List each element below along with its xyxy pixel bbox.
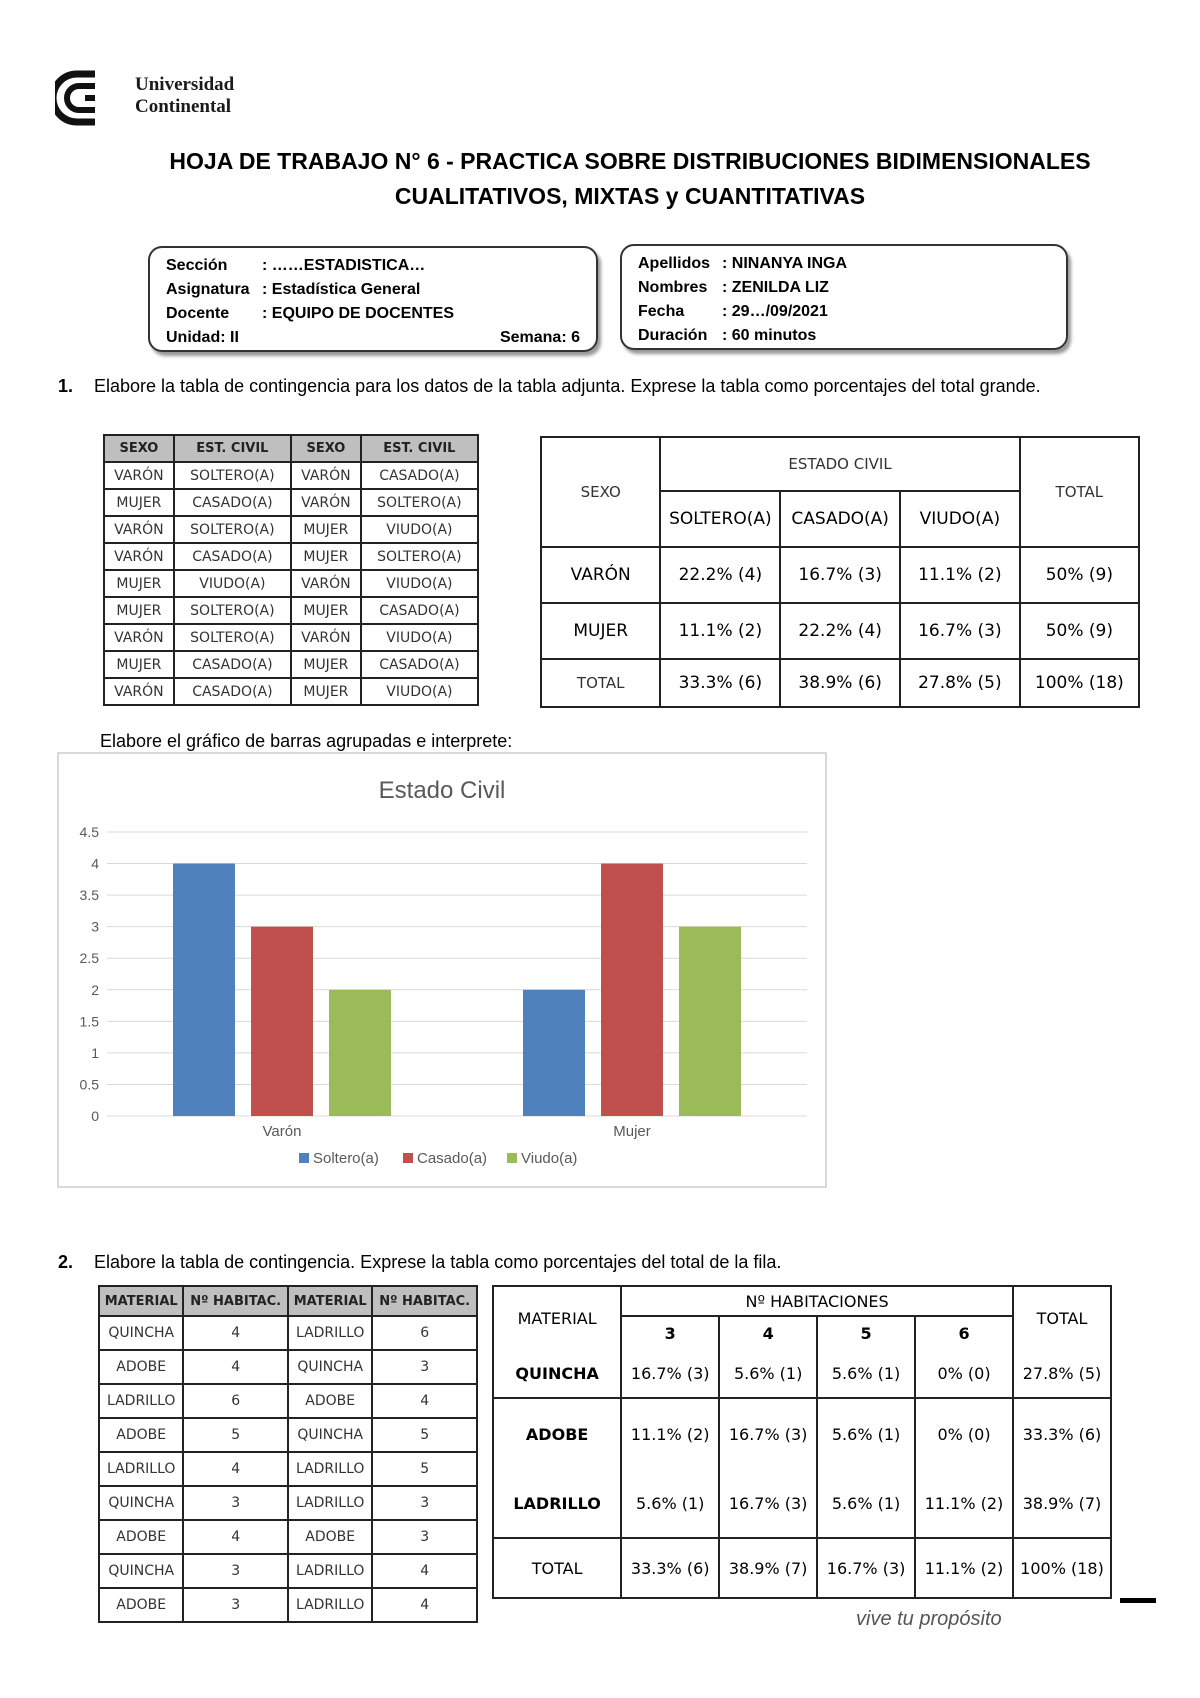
table-cell: 16.7% (3) — [900, 603, 1020, 659]
table-cell: 100% (18) — [1013, 1538, 1111, 1598]
material-header: MATERIAL — [493, 1286, 621, 1350]
row-label: TOTAL — [493, 1538, 621, 1598]
apellidos-label: Apellidos — [638, 255, 711, 272]
table-cell: 38.9% (7) — [719, 1538, 817, 1598]
table-cell: 5.6% (1) — [817, 1470, 915, 1538]
legend-swatch — [299, 1153, 309, 1163]
table-cell: 6 — [183, 1384, 288, 1418]
asignatura-value: : Estadística General — [262, 281, 421, 298]
table-cell: 22.2% (4) — [660, 547, 780, 603]
table-cell: 11.1% (2) — [915, 1538, 1013, 1598]
q1-raw-data-table — [103, 434, 479, 706]
bar-casadoa-varón — [251, 927, 313, 1116]
table-cell: 38.9% (6) — [780, 659, 900, 707]
table-cell: 4 — [183, 1452, 288, 1486]
habitaciones-header: Nº HABITACIONES — [621, 1286, 1013, 1316]
table-row — [104, 624, 478, 651]
bar-chart-svg — [59, 754, 825, 1186]
nombres-label: Nombres — [638, 279, 708, 296]
row-label: TOTAL — [541, 659, 660, 707]
table-cell: SOLTERO(A) — [174, 597, 291, 624]
y-tick-label: 2 — [91, 981, 99, 998]
table-cell: 27.8% (5) — [1013, 1350, 1111, 1398]
course-info-box — [148, 246, 598, 352]
column-header: VIUDO(A) — [900, 491, 1020, 547]
table-cell: MUJER — [291, 543, 361, 570]
table-cell: LADRILLO — [99, 1452, 183, 1486]
table-cell: LADRILLO — [288, 1452, 372, 1486]
university-logo — [55, 70, 255, 126]
table-cell: 5.6% (1) — [817, 1398, 915, 1470]
table-cell: QUINCHA — [99, 1554, 183, 1588]
table-cell: QUINCHA — [99, 1486, 183, 1520]
total-header: TOTAL — [1013, 1286, 1111, 1350]
table-row — [541, 659, 1139, 707]
table-row — [99, 1384, 477, 1418]
table-cell: 33.3% (6) — [1013, 1398, 1111, 1470]
column-header: 4 — [719, 1316, 817, 1350]
table-cell: 16.7% (3) — [719, 1398, 817, 1470]
legend-swatch — [507, 1153, 517, 1163]
duracion-label: Duración — [638, 327, 708, 344]
table-cell: VIUDO(A) — [361, 624, 478, 651]
table-cell: CASADO(A) — [174, 543, 291, 570]
table-cell: 3 — [372, 1486, 477, 1520]
logo-line-2: Continental — [135, 96, 232, 117]
table-row — [541, 603, 1139, 659]
table-cell: 16.7% (3) — [719, 1470, 817, 1538]
fecha-label: Fecha — [638, 303, 685, 320]
table-cell: ADOBE — [288, 1384, 372, 1418]
table-cell: 100% (18) — [1020, 659, 1139, 707]
table-row — [99, 1452, 477, 1486]
table-cell: MUJER — [104, 651, 174, 678]
y-tick-label: 2.5 — [79, 950, 99, 967]
table-cell: VARÓN — [104, 543, 174, 570]
table-row — [104, 489, 478, 516]
table-cell: 50% (9) — [1020, 603, 1139, 659]
column-header: SEXO — [291, 435, 361, 462]
column-header: 6 — [915, 1316, 1013, 1350]
table-row — [493, 1350, 1111, 1398]
table-cell: CASADO(A) — [174, 489, 291, 516]
table-cell: 5 — [372, 1418, 477, 1452]
table-cell: LADRILLO — [99, 1384, 183, 1418]
fecha-value: : 29…/09/2021 — [722, 303, 828, 320]
table-cell: 38.9% (7) — [1013, 1470, 1111, 1538]
table-cell: VARÓN — [291, 462, 361, 489]
table-cell: CASADO(A) — [361, 651, 478, 678]
estado-civil-header: ESTADO CIVIL — [660, 437, 1019, 491]
docente-value: : EQUIPO DE DOCENTES — [262, 305, 455, 322]
legend-label: Casado(a) — [417, 1150, 488, 1167]
table-cell: LADRILLO — [288, 1588, 372, 1622]
table-row — [104, 678, 478, 705]
table-cell: 4 — [372, 1554, 477, 1588]
docente-label: Docente — [166, 305, 230, 322]
table-cell: 33.3% (6) — [621, 1538, 719, 1598]
x-category-label: Varón — [262, 1123, 302, 1140]
table-cell: 11.1% (2) — [915, 1470, 1013, 1538]
bar-solteroa-varón — [173, 864, 235, 1116]
column-header: EST. CIVIL — [174, 435, 291, 462]
table-row — [99, 1554, 477, 1588]
semana-value: Semana: 6 — [499, 329, 580, 346]
unidad-value: Unidad: II — [166, 329, 239, 346]
y-tick-label: 3.5 — [79, 887, 99, 904]
table-cell: 5.6% (1) — [817, 1350, 915, 1398]
column-header: SEXO — [104, 435, 174, 462]
row-label: QUINCHA — [493, 1350, 621, 1398]
question-1-text: Elabore la tabla de contingencia para los datos de la tabla adjunta. Exprese la tabla como porcentajes del total grande. — [94, 376, 1041, 396]
table-row — [104, 651, 478, 678]
table-row — [99, 1486, 477, 1520]
chart-prompt: Elabore el gráfico de barras agrupadas e interprete: — [100, 731, 513, 751]
table-cell: CASADO(A) — [174, 651, 291, 678]
table-cell: MUJER — [104, 597, 174, 624]
table-cell: VIUDO(A) — [174, 570, 291, 597]
table-cell: 4 — [372, 1588, 477, 1622]
column-header: 5 — [817, 1316, 915, 1350]
page-title-line-2: CUALITATIVOS, MIXTAS y CUANTITATIVAS — [394, 183, 866, 209]
table-cell: VARÓN — [104, 624, 174, 651]
table-cell: 3 — [183, 1554, 288, 1588]
table-cell: VARÓN — [291, 570, 361, 597]
table-cell: VARÓN — [104, 516, 174, 543]
footer-divider — [1120, 1598, 1156, 1603]
table-cell: 27.8% (5) — [900, 659, 1020, 707]
table-cell: VARÓN — [104, 462, 174, 489]
bar-casadoa-mujer — [601, 864, 663, 1116]
table-cell: VIUDO(A) — [361, 570, 478, 597]
total-header: TOTAL — [1020, 437, 1139, 547]
table-row — [493, 1470, 1111, 1538]
y-tick-label: 1.5 — [79, 1013, 99, 1030]
column-header: MATERIAL — [288, 1286, 372, 1316]
table-cell: 0% (0) — [915, 1350, 1013, 1398]
table-cell: VARÓN — [291, 489, 361, 516]
table-cell: 11.1% (2) — [660, 603, 780, 659]
nombres-value: : ZENILDA LIZ — [722, 279, 829, 296]
table-cell: ADOBE — [288, 1520, 372, 1554]
table-row — [99, 1588, 477, 1622]
table-cell: 0% (0) — [915, 1398, 1013, 1470]
table-cell: QUINCHA — [288, 1350, 372, 1384]
row-label: MUJER — [541, 603, 660, 659]
row-label: ADOBE — [493, 1398, 621, 1470]
table-cell: MUJER — [291, 651, 361, 678]
question-1 — [58, 373, 1148, 400]
x-category-label: Mujer — [613, 1123, 651, 1140]
table-cell: ADOBE — [99, 1520, 183, 1554]
table-cell: 4 — [183, 1350, 288, 1384]
logo-line-1: Universidad — [135, 74, 235, 95]
table-cell: VARÓN — [104, 678, 174, 705]
table-cell: 16.7% (3) — [780, 547, 900, 603]
question-1-number: 1. — [58, 376, 74, 396]
table-cell: 3 — [372, 1350, 477, 1384]
table-cell: VARÓN — [291, 624, 361, 651]
table-cell: MUJER — [291, 678, 361, 705]
table-cell: CASADO(A) — [174, 678, 291, 705]
table-cell: 3 — [183, 1486, 288, 1520]
table-cell: 33.3% (6) — [660, 659, 780, 707]
table-cell: 4 — [372, 1384, 477, 1418]
table-row — [99, 1418, 477, 1452]
table-row — [104, 462, 478, 489]
asignatura-label: Asignatura — [166, 281, 250, 298]
column-header: CASADO(A) — [780, 491, 900, 547]
table-cell: LADRILLO — [288, 1316, 372, 1350]
y-tick-label: 3 — [91, 918, 99, 935]
table-cell: 11.1% (2) — [621, 1398, 719, 1470]
bar-viudoa-varón — [329, 990, 391, 1116]
q2-raw-data-table — [98, 1285, 478, 1623]
table-cell: VIUDO(A) — [361, 678, 478, 705]
table-cell: 3 — [183, 1588, 288, 1622]
column-header: EST. CIVIL — [361, 435, 478, 462]
table-cell: SOLTERO(A) — [361, 543, 478, 570]
table-cell: VIUDO(A) — [361, 516, 478, 543]
bar-viudoa-mujer — [679, 927, 741, 1116]
question-2 — [58, 1249, 1148, 1276]
table-cell: 16.7% (3) — [621, 1350, 719, 1398]
y-tick-label: 0.5 — [79, 1076, 99, 1093]
table-cell: QUINCHA — [99, 1316, 183, 1350]
table-cell: ADOBE — [99, 1588, 183, 1622]
bar-chart — [57, 752, 827, 1188]
table-row — [541, 547, 1139, 603]
table-cell: 5 — [372, 1452, 477, 1486]
table-cell: 50% (9) — [1020, 547, 1139, 603]
table-cell: SOLTERO(A) — [174, 624, 291, 651]
column-header: Nº HABITAC. — [183, 1286, 288, 1316]
table-row — [493, 1538, 1111, 1598]
table-cell: MUJER — [291, 516, 361, 543]
table-cell: 5.6% (1) — [719, 1350, 817, 1398]
question-2-text: Elabore la tabla de contingencia. Exprese la tabla como porcentajes del total de la fila. — [94, 1252, 782, 1272]
table-cell: 5.6% (1) — [621, 1470, 719, 1538]
student-info-box — [620, 244, 1068, 350]
table-row — [104, 543, 478, 570]
table-cell: MUJER — [291, 597, 361, 624]
chart-title: Estado Civil — [378, 777, 506, 804]
table-row — [99, 1520, 477, 1554]
legend-label: Viudo(a) — [521, 1150, 578, 1167]
table-cell: CASADO(A) — [361, 597, 478, 624]
table-cell: 4 — [183, 1316, 288, 1350]
table-cell: 16.7% (3) — [817, 1538, 915, 1598]
column-header: Nº HABITAC. — [372, 1286, 477, 1316]
table-row — [104, 516, 478, 543]
table-cell: 4 — [183, 1520, 288, 1554]
table-cell: SOLTERO(A) — [361, 489, 478, 516]
q1-contingency-table — [540, 436, 1140, 708]
table-cell: QUINCHA — [288, 1418, 372, 1452]
sexo-header: SEXO — [541, 437, 660, 547]
table-cell: CASADO(A) — [361, 462, 478, 489]
table-row — [104, 597, 478, 624]
column-header: 3 — [621, 1316, 719, 1350]
apellidos-value: : NINANYA INGA — [722, 255, 848, 272]
column-header: SOLTERO(A) — [660, 491, 780, 547]
table-cell: 6 — [372, 1316, 477, 1350]
page-title-line-1: HOJA DE TRABAJO N° 6 - PRACTICA SOBRE DISTRIBUCIONES BIDIMENSIONALES — [169, 148, 1091, 174]
university-logo-icon — [55, 70, 127, 126]
question-2-number: 2. — [58, 1252, 74, 1272]
table-cell: 3 — [372, 1520, 477, 1554]
q2-contingency-table — [492, 1285, 1112, 1599]
table-row — [493, 1398, 1111, 1470]
column-header: MATERIAL — [99, 1286, 183, 1316]
row-label: VARÓN — [541, 547, 660, 603]
table-cell: MUJER — [104, 570, 174, 597]
table-cell: 22.2% (4) — [780, 603, 900, 659]
row-label: LADRILLO — [493, 1470, 621, 1538]
table-cell: LADRILLO — [288, 1554, 372, 1588]
table-cell: LADRILLO — [288, 1486, 372, 1520]
bar-solteroa-mujer — [523, 990, 585, 1116]
table-cell: ADOBE — [99, 1350, 183, 1384]
legend-swatch — [403, 1153, 413, 1163]
legend-label: Soltero(a) — [313, 1150, 379, 1167]
seccion-label: Sección — [166, 257, 228, 274]
seccion-value: : ……ESTADISTICA… — [262, 257, 426, 274]
table-row — [99, 1350, 477, 1384]
table-row — [104, 570, 478, 597]
duracion-value: : 60 minutos — [722, 327, 817, 344]
y-tick-label: 4 — [91, 855, 99, 872]
table-cell: ADOBE — [99, 1418, 183, 1452]
table-cell: MUJER — [104, 489, 174, 516]
table-row — [99, 1316, 477, 1350]
table-cell: 11.1% (2) — [900, 547, 1020, 603]
footer-tagline: vive tu propósito — [856, 1608, 1002, 1630]
y-tick-label: 0 — [91, 1108, 99, 1124]
y-tick-label: 4.5 — [79, 824, 99, 840]
y-tick-label: 1 — [91, 1044, 99, 1061]
table-cell: SOLTERO(A) — [174, 462, 291, 489]
table-cell: SOLTERO(A) — [174, 516, 291, 543]
table-cell: 5 — [183, 1418, 288, 1452]
